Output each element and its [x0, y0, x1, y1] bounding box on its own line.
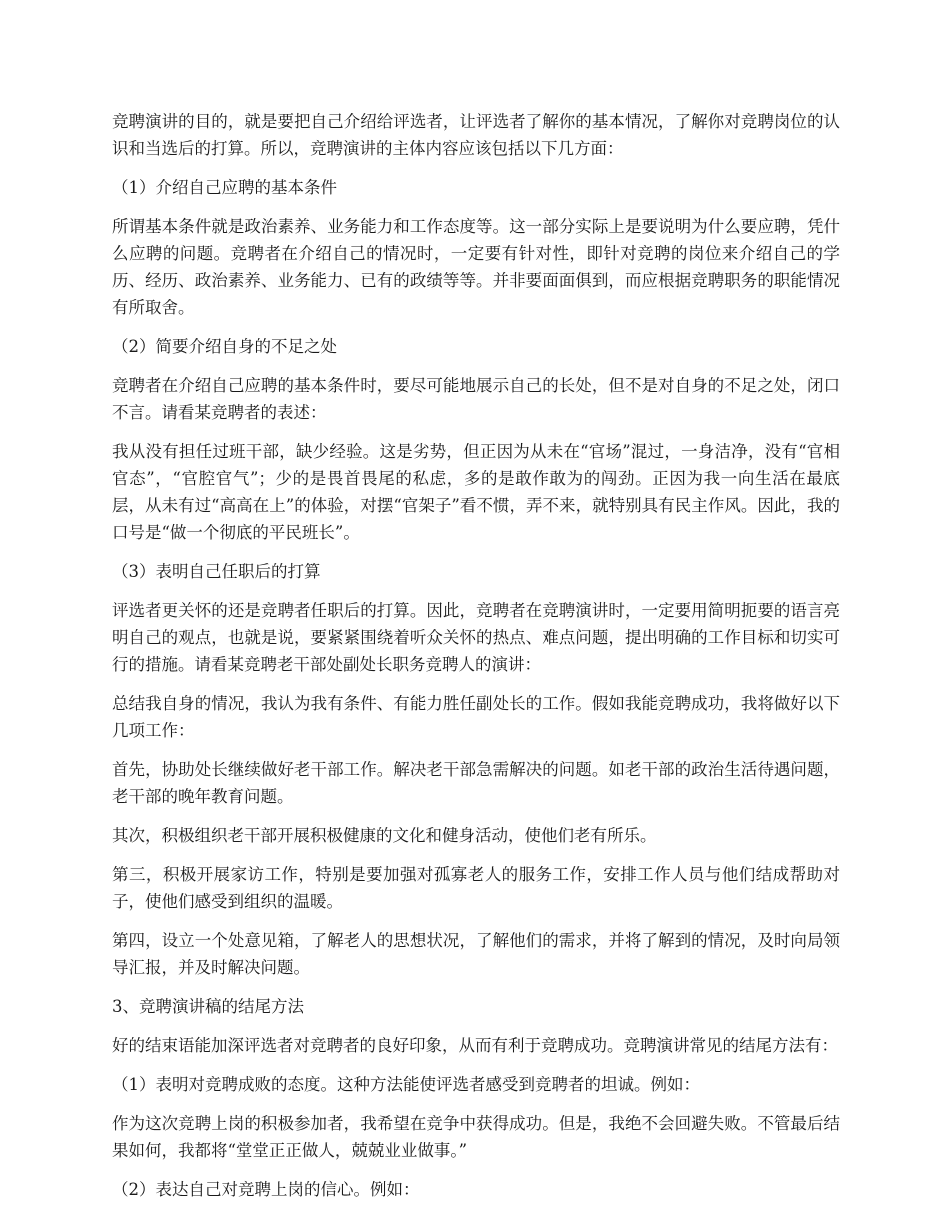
subheading-plans: （3）表明自己任职后的打算 [112, 562, 321, 581]
subheading-shortcomings: （2）简要介绍自身的不足之处 [112, 337, 337, 356]
paragraph-third: 第三，积极开展家访工作，特别是要加强对孤寡老人的服务工作，安排工作人员与他们结成帮助对子，使他们感受到组织的温暖。 [112, 865, 840, 911]
subheading-basic-conditions: （1）介绍自己应聘的基本条件 [112, 178, 337, 197]
paragraph-first: 首先，协助处长继续做好老干部工作。解决老干部急需解决的问题。如老干部的政治生活待遇问题，老干部的晚年教育问题。 [112, 760, 840, 806]
paragraph-intro: 竞聘演讲的目的，就是要把自己介绍给评选者，让评选者了解你的基本情况，了解你对竞聘岗位的认识和当选后的打算。所以，竞聘演讲的主体内容应该包括以下几方面： [112, 112, 840, 158]
subheading-confidence: （2）表达自己对竞聘上岗的信心。例如： [112, 1180, 420, 1199]
subheading-attitude: （1）表明对竞聘成败的态度。这种方法能使评选者感受到竞聘者的坦诚。例如： [112, 1075, 700, 1094]
paragraph-fourth: 第四，设立一个处意见箱，了解老人的思想状况，了解他们的需求，并将了解到的情况，及时向局领导汇报，并及时解决问题。 [112, 931, 840, 977]
paragraph-example-statement: 我从没有担任过班干部，缺少经验。这是劣势，但正因为从未在“官场”混过，一身洁净，没有“官相官态”，“官腔官气”；少的是畏首畏尾的私虑，多的是敢作敢为的闯劲。正因为我一向生活在最底层，从未有过“高高在上”的体验，对摆“官架子”看不惯，弄不来，就特别具有民主作风。因此，我的口号是“做一个彻底的平民班长”。 [112, 442, 840, 542]
paragraph-ending-intro: 好的结束语能加深评选者对竞聘者的良好印象，从而有利于竞聘成功。竞聘演讲常见的结尾方法有： [112, 1036, 838, 1055]
document-body [112, 108, 840, 1215]
paragraph-summary: 总结我自身的情况，我认为我有条件、有能力胜任副处长的工作。假如我能竞聘成功，我将做好以下几项工作： [112, 694, 840, 740]
paragraph-attitude-example: 作为这次竞聘上岗的积极参加者，我希望在竞争中获得成功。但是，我绝不会回避失败。不管最后结果如何，我都将“堂堂正正做人，兢兢业业做事。” [112, 1114, 840, 1160]
paragraph-basic-conditions: 所谓基本条件就是政治素养、业务能力和工作态度等。这一部分实际上是要说明为什么要应聘，凭什么应聘的问题。竞聘者在介绍自己的情况时，一定要有针对性，即针对竞聘的岗位来介绍自己的学历、经历、政治素养、业务能力、已有的政绩等等。并非要面面俱到，而应根据竞聘职务的职能情况有所取舍。 [112, 217, 840, 317]
paragraph-plans: 评选者更关怀的还是竞聘者任职后的打算。因此，竞聘者在竞聘演讲时，一定要用简明扼要的语言亮明自己的观点，也就是说，要紧紧围绕着听众关怀的热点、难点问题，提出明确的工作目标和切实可行的措施。请看某竞聘老干部处副处长职务竞聘人的演讲： [112, 601, 840, 674]
section-heading-ending: 3、竞聘演讲稿的结尾方法 [112, 997, 304, 1016]
paragraph-second: 其次，积极组织老干部开展积极健康的文化和健身活动，使他们老有所乐。 [112, 826, 657, 845]
paragraph-shortcomings: 竞聘者在介绍自己应聘的基本条件时，要尽可能地展示自己的长处，但不是对自身的不足之处，闭口不言。请看某竞聘者的表述： [112, 376, 840, 422]
